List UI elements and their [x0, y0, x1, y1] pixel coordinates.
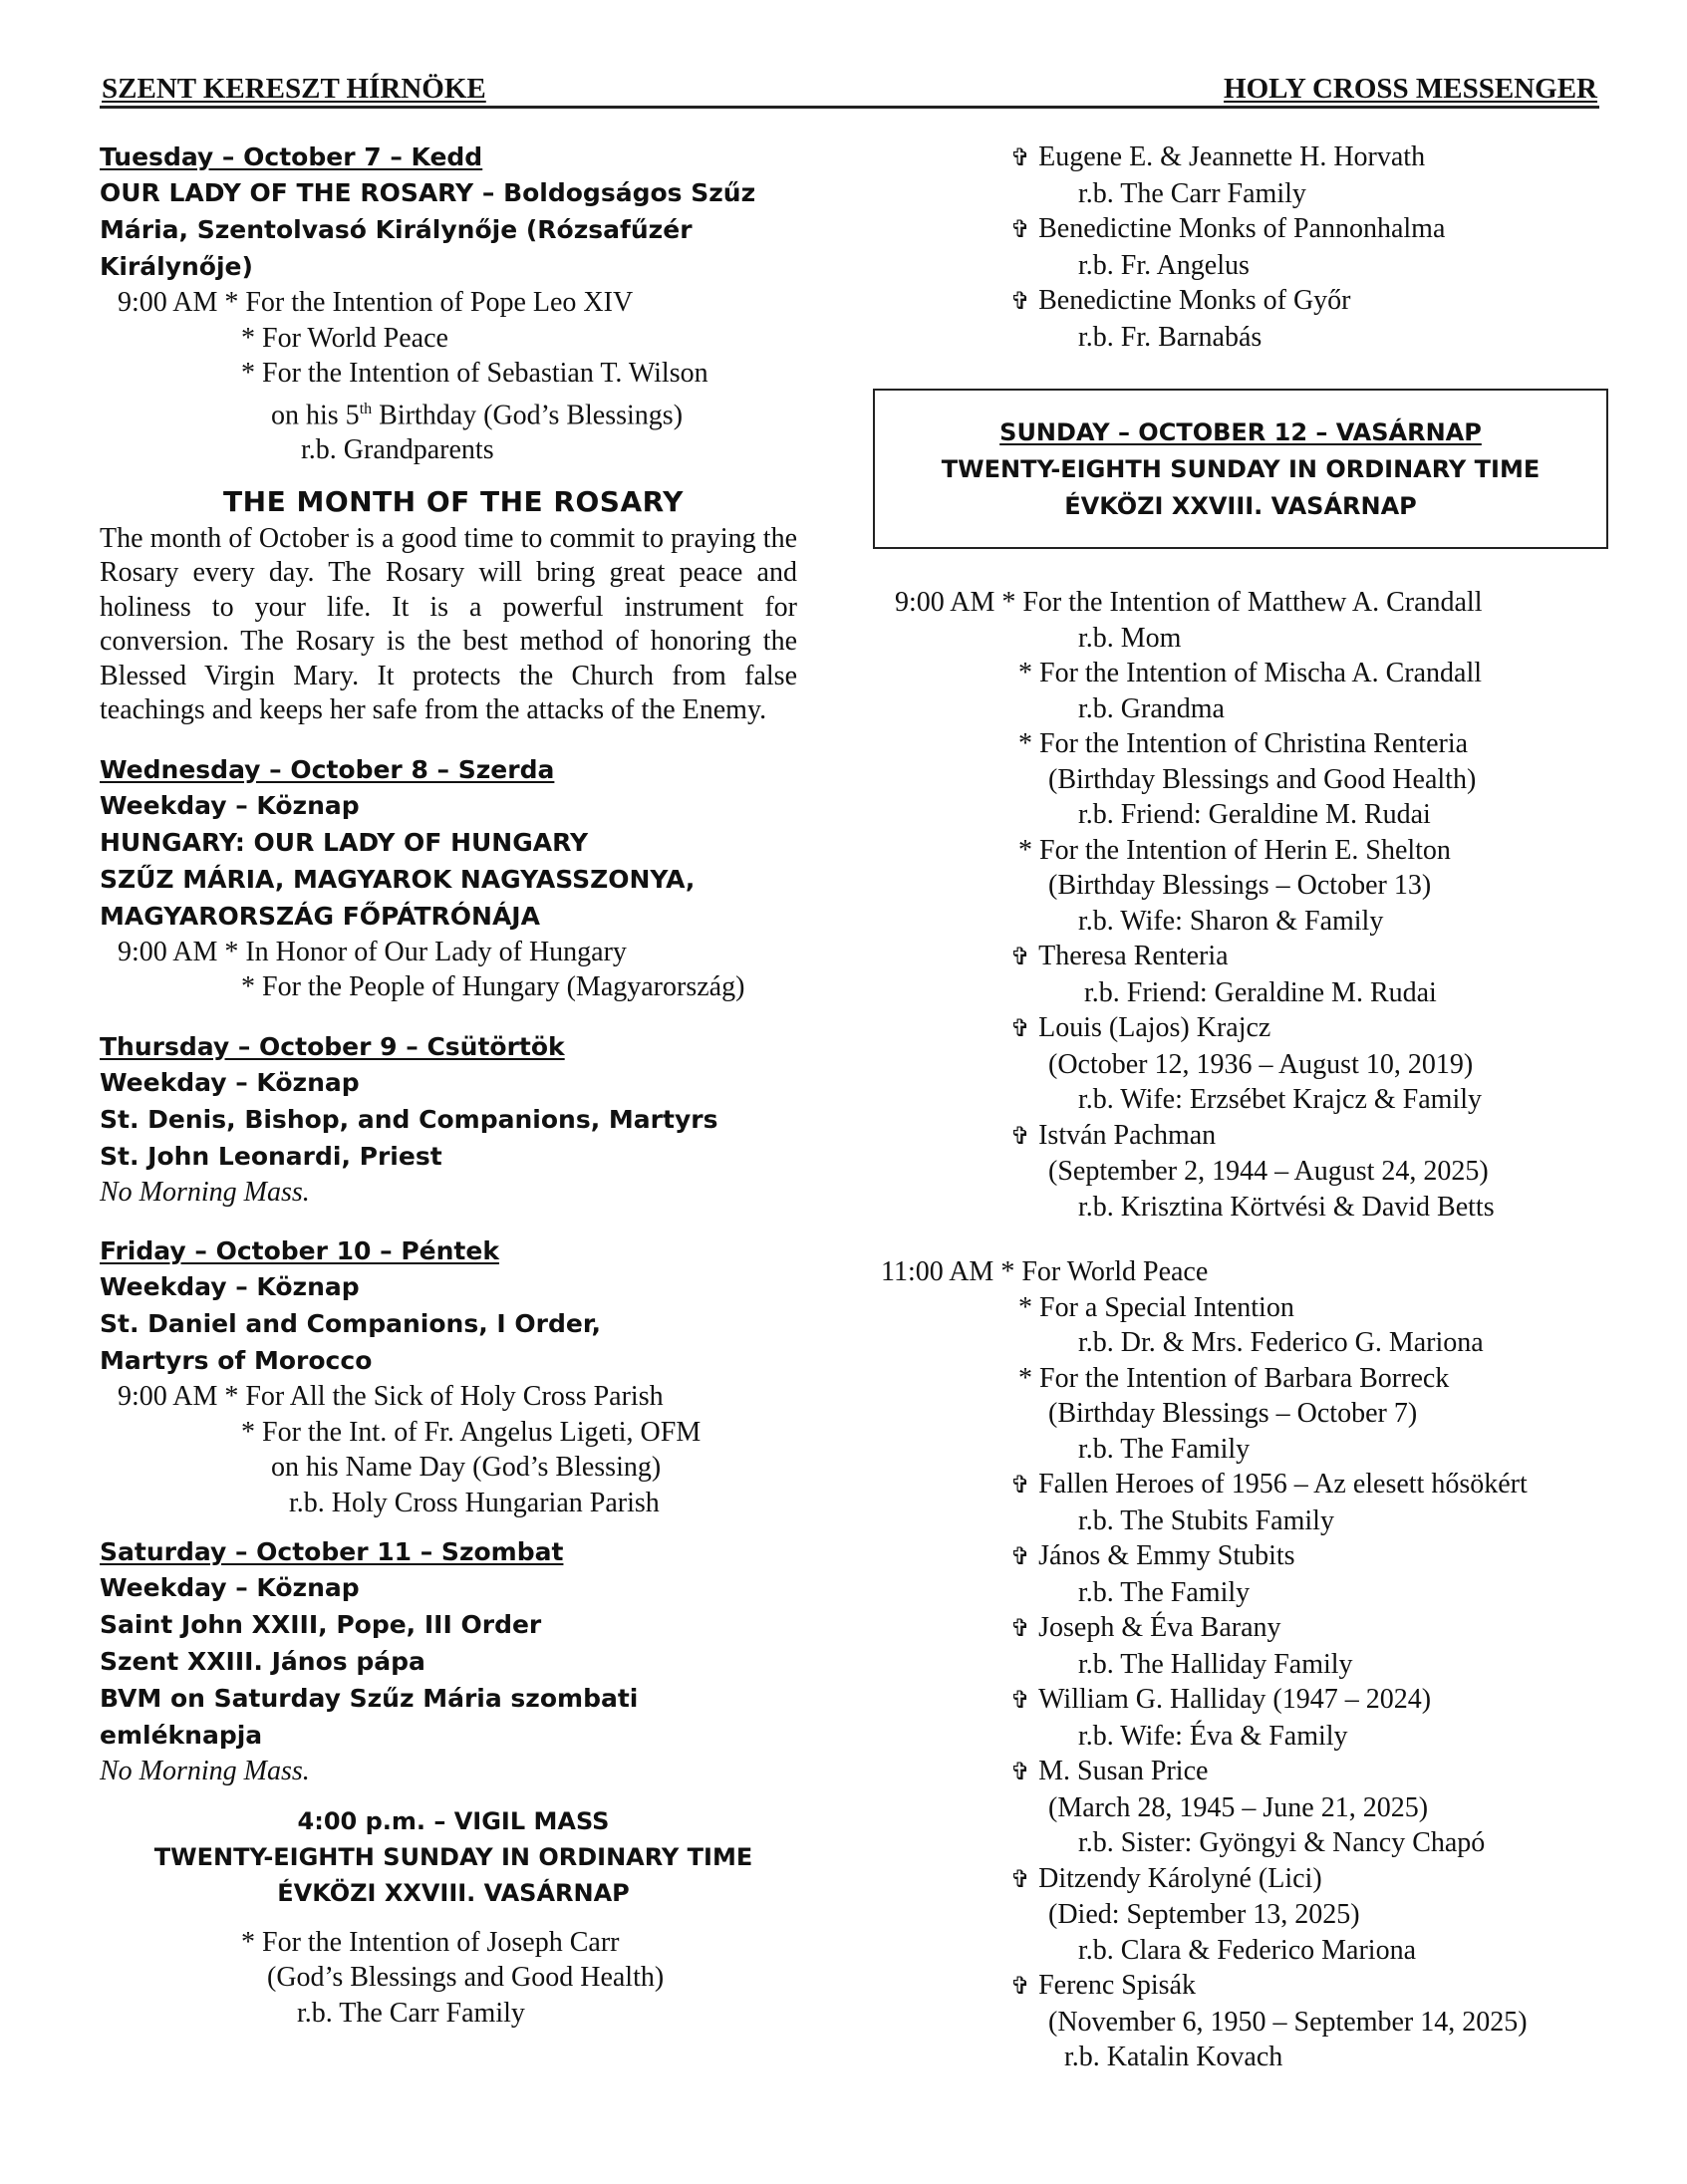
cross-icon: ✞: [1010, 1542, 1031, 1570]
memorial-line: ✞ István Pachman: [1010, 1119, 1217, 1151]
requested-by-line: r.b. The Stubits Family: [1078, 1504, 1334, 1536]
feast-line: Weekday – Köznap: [100, 1067, 360, 1097]
no-mass-note: No Morning Mass.: [100, 1756, 310, 1787]
no-mass-note: No Morning Mass.: [100, 1176, 310, 1208]
requested-by-line: r.b. Wife: Éva & Family: [1078, 1720, 1348, 1752]
memorial-line: ✞ Benedictine Monks of Győr: [1010, 285, 1351, 316]
memorial-line: ✞ Theresa Renteria: [1010, 941, 1229, 971]
requested-by-line: r.b. Fr. Barnabás: [1078, 321, 1263, 353]
feast-line: Weekday – Köznap: [100, 1573, 360, 1603]
feast-line: Weekday – Köznap: [100, 790, 360, 820]
dates-line: (March 28, 1945 – June 21, 2025): [1048, 1791, 1429, 1823]
day-heading-friday: Friday – October 10 – Péntek: [100, 1236, 499, 1266]
mass-line: 9:00 AM * In Honor of Our Lady of Hungary: [118, 936, 627, 967]
requested-by-line: r.b. Wife: Sharon & Family: [1078, 905, 1384, 937]
requested-by-line: r.b. The Family: [1078, 1576, 1251, 1608]
mass-line: 11:00 AM * For World Peace: [881, 1256, 1209, 1287]
day-heading-tuesday: Tuesday – October 7 – Kedd: [100, 142, 483, 171]
mass-line: (Birthday Blessings – October 13): [1048, 870, 1432, 901]
mass-line: * For the People of Hungary (Magyarország): [241, 971, 745, 1003]
feast-line: BVM on Saturday Szűz Mária szombati emléknapja: [100, 1684, 639, 1751]
mass-line: * For a Special Intention: [1018, 1291, 1294, 1323]
mass-line: * For World Peace: [241, 322, 448, 354]
mass-line: * For the Intention of Barbara Borreck: [1018, 1362, 1450, 1394]
requested-by-line: r.b. Sister: Gyöngyi & Nancy Chapó: [1078, 1827, 1486, 1858]
mass-line: 9:00 AM * For All the Sick of Holy Cross Parish: [118, 1381, 664, 1413]
cross-icon: ✞: [1010, 1121, 1031, 1150]
cross-icon: ✞: [1010, 1686, 1031, 1714]
feast-line: SZŰZ MÁRIA, MAGYAROK NAGYASSZONYA,: [100, 864, 696, 894]
requested-by-line: r.b. Katalin Kovach: [1064, 2042, 1283, 2072]
mass-line: on his 5th Birthday (God’s Blessings): [271, 399, 684, 430]
feast-line: Mária, Szentolvasó Királynője (Rózsafűzér Királynője): [100, 215, 693, 281]
mass-line: * For the Int. of Fr. Angelus Ligeti, OFM: [241, 1416, 702, 1448]
cross-icon: ✞: [1010, 1471, 1031, 1499]
memorial-line: ✞ Fallen Heroes of 1956 – Az elesett hősökért: [1010, 1469, 1528, 1500]
feast-line: MAGYARORSZÁG FŐPÁTRÓNÁJA: [100, 901, 540, 931]
mass-line: (God’s Blessings and Good Health): [267, 1962, 665, 1994]
requested-by-line: r.b. Mom: [1078, 622, 1182, 654]
cross-icon: ✞: [1010, 943, 1031, 970]
day-heading-thursday: Thursday – October 9 – Csütörtök: [100, 1031, 565, 1061]
sunday-title: TWENTY-EIGHTH SUNDAY IN ORDINARY TIME: [941, 455, 1541, 483]
sunday-heading: SUNDAY – OCTOBER 12 – VASÁRNAP: [999, 418, 1482, 446]
feast-line: Weekday – Köznap: [100, 1272, 360, 1302]
requested-by-line: r.b. Friend: Geraldine M. Rudai: [1078, 799, 1431, 830]
mass-line: * For the Intention of Sebastian T. Wilson: [241, 358, 708, 389]
memorial-line: ✞ William G. Halliday (1947 – 2024): [1010, 1684, 1432, 1715]
rosary-section-title: THE MONTH OF THE ROSARY: [223, 484, 684, 518]
mass-line: (Birthday Blessings and Good Health): [1048, 763, 1477, 795]
requested-by-line: r.b. The Carr Family: [297, 1997, 525, 2029]
vigil-sunday-title-hu: ÉVKÖZI XXVIII. VASÁRNAP: [277, 1878, 630, 1907]
mass-line: * For the Intention of Christina Renteria: [1018, 728, 1469, 759]
memorial-line: ✞ Benedictine Monks of Pannonhalma: [1010, 213, 1446, 244]
requested-by-line: r.b. Clara & Federico Mariona: [1078, 1934, 1417, 1966]
memorial-line: ✞ János & Emmy Stubits: [1010, 1540, 1295, 1571]
memorial-line: ✞ Ditzendy Károlyné (Lici): [1010, 1862, 1322, 1894]
mass-line: 9:00 AM * For the Intention of Matthew A. Crandall: [895, 587, 1483, 618]
dates-line: (September 2, 1944 – August 24, 2025): [1048, 1156, 1489, 1187]
mass-line: 9:00 AM * For the Intention of Pope Leo XIV: [118, 287, 634, 318]
left-column: [100, 139, 807, 2031]
mass-line: * For the Intention of Mischa A. Crandall: [1018, 658, 1483, 688]
sunday-title-hu: ÉVKÖZI XXVIII. VASÁRNAP: [1064, 492, 1417, 520]
mass-line: * For the Intention of Herin E. Shelton: [1018, 834, 1451, 866]
cross-icon: ✞: [1010, 1864, 1031, 1893]
feast-line: Martyrs of Morocco: [100, 1346, 373, 1376]
mass-line: * For the Intention of Joseph Carr: [241, 1926, 620, 1958]
requested-by-line: r.b. Grandma: [1078, 692, 1225, 724]
cross-icon: ✞: [1010, 1972, 1031, 2000]
feast-line: Saint John XXIII, Pope, III Order: [100, 1610, 542, 1640]
cross-icon: ✞: [1010, 1014, 1031, 1042]
feast-line: St. Daniel and Companions, I Order,: [100, 1309, 601, 1339]
day-heading-saturday: Saturday – October 11 – Szombat: [100, 1537, 564, 1567]
requested-by-line: r.b. Wife: Erzsébet Krajcz & Family: [1078, 1084, 1483, 1115]
feast-line: St. Denis, Bishop, and Companions, Martyrs: [100, 1104, 718, 1134]
feast-line: St. John Leonardi, Priest: [100, 1141, 442, 1171]
requested-by-line: r.b. Friend: Geraldine M. Rudai: [1084, 976, 1437, 1008]
right-column: [869, 139, 1626, 2075]
vigil-mass-heading: 4:00 p.m. – VIGIL MASS: [297, 1806, 610, 1835]
feast-line: HUNGARY: OUR LADY OF HUNGARY: [100, 827, 589, 857]
requested-by-line: r.b. Fr. Angelus: [1078, 249, 1250, 281]
requested-by-line: r.b. Dr. & Mrs. Federico G. Mariona: [1078, 1327, 1484, 1358]
requested-by-line: r.b. Grandparents: [301, 434, 494, 466]
memorial-line: ✞ M. Susan Price: [1010, 1756, 1209, 1786]
mass-line: (Birthday Blessings – October 7): [1048, 1398, 1418, 1429]
header-english-title: HOLY CROSS MESSENGER: [1224, 73, 1597, 105]
rosary-paragraph: The month of October is a good time to commit to praying the Rosary every day. The Rosary will bring great peace and holiness to your life. It is a powerful instrument for conversion. The Rosary is the best method of honoring the Blessed Virgin Mary. It protects the Church from false teachings and keeps her safe from the attacks of the Enemy.: [100, 522, 797, 726]
cross-icon: ✞: [1010, 287, 1031, 315]
memorial-line: ✞ Eugene E. & Jeannette H. Horvath: [1010, 141, 1426, 172]
requested-by-line: r.b. The Family: [1078, 1433, 1251, 1465]
page-header: [100, 62, 1599, 109]
vigil-sunday-title: TWENTY-EIGHTH SUNDAY IN ORDINARY TIME: [153, 1842, 753, 1871]
mass-line: on his Name Day (God’s Blessing): [271, 1452, 662, 1484]
requested-by-line: r.b. Holy Cross Hungarian Parish: [289, 1487, 660, 1518]
requested-by-line: r.b. Krisztina Körtvési & David Betts: [1078, 1191, 1495, 1223]
cross-icon: ✞: [1010, 1614, 1031, 1642]
day-heading-wednesday: Wednesday – October 8 – Szerda: [100, 754, 555, 784]
memorial-line: ✞ Louis (Lajos) Krajcz: [1010, 1012, 1271, 1043]
cross-icon: ✞: [1010, 143, 1031, 171]
feast-line: Szent XXIII. János pápa: [100, 1647, 425, 1677]
sunday-box: [873, 389, 1608, 549]
requested-by-line: r.b. The Carr Family: [1078, 177, 1306, 209]
dates-line: (October 12, 1936 – August 10, 2019): [1048, 1048, 1474, 1080]
memorial-line: ✞ Ferenc Spisák: [1010, 1970, 1196, 2001]
cross-icon: ✞: [1010, 1758, 1031, 1785]
feast-line: OUR LADY OF THE ROSARY – Boldogságos Szűz: [100, 178, 756, 207]
dates-line: (Died: September 13, 2025): [1048, 1899, 1360, 1930]
cross-icon: ✞: [1010, 215, 1031, 243]
requested-by-line: r.b. The Halliday Family: [1078, 1648, 1353, 1680]
dates-line: (November 6, 1950 – September 14, 2025): [1048, 2006, 1528, 2038]
memorial-line: ✞ Joseph & Éva Barany: [1010, 1612, 1281, 1643]
header-hungarian-title: SZENT KERESZT HÍRNÖKE: [102, 73, 486, 105]
